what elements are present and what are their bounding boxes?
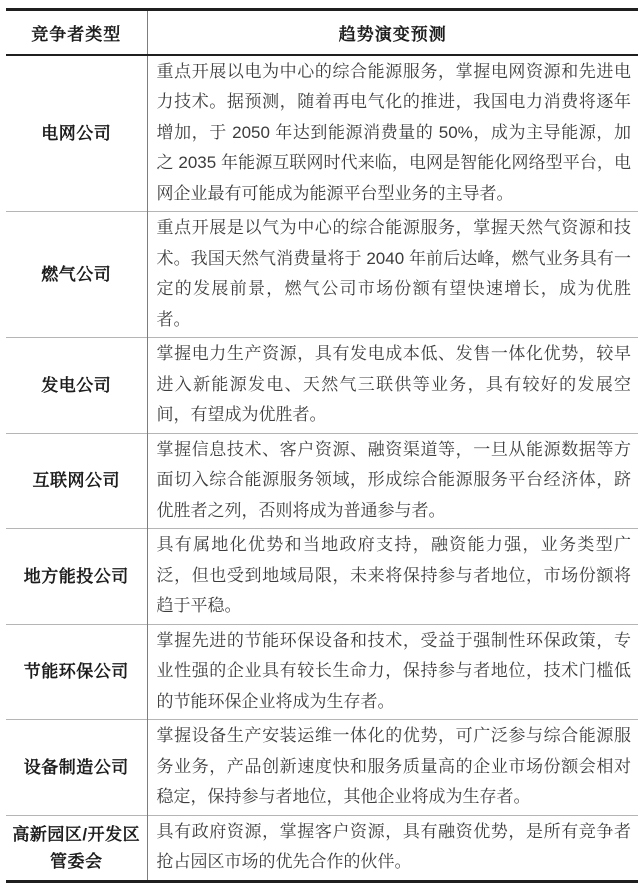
competitor-type-cell: 高新园区/开发区管委会 bbox=[6, 815, 147, 881]
table-row bbox=[6, 720, 638, 816]
table-header bbox=[6, 10, 638, 55]
table-row bbox=[6, 212, 638, 338]
table-row bbox=[6, 624, 638, 720]
competitor-type-cell: 设备制造公司 bbox=[6, 720, 147, 816]
trend-prediction-cell: 掌握先进的节能环保设备和技术，受益于强制性环保政策，专业性强的企业具有较长生命力，保持参与者地位，技术门槛低的节能环保企业将成为生存者。 bbox=[147, 624, 638, 720]
competitor-type-cell: 电网公司 bbox=[6, 55, 147, 212]
competitor-type-cell: 燃气公司 bbox=[6, 212, 147, 338]
table-row bbox=[6, 815, 638, 881]
trend-prediction-cell: 掌握设备生产安装运维一体化的优势，可广泛参与综合能源服务业务，产品创新速度快和服务质量高的企业市场份额会相对稳定，保持参与者地位，其他企业将成为生存者。 bbox=[147, 720, 638, 816]
trend-prediction-cell: 掌握电力生产资源，具有发电成本低、发售一体化优势，较早进入新能源发电、天然气三联供等业务，具有较好的发展空间，有望成为优胜者。 bbox=[147, 338, 638, 434]
trend-prediction-cell: 重点开展以电为中心的综合能源服务，掌握电网资源和先进电力技术。据预测，随着再电气化的推进，我国电力消费将逐年增加，于 2050 年达到能源消费量的 50%，成为主导能源，加之 2035 年能源互联网时代来临，电网是智能化网络型平台，电网企业最有可能成为能源平台型业务的主导者。 bbox=[156, 61, 631, 203]
trend-prediction-cell: 具有政府资源，掌握客户资源，具有融资优势，是所有竞争者抢占园区市场的优先合作的伙伴。 bbox=[147, 815, 638, 881]
table-body bbox=[6, 55, 638, 882]
competitor-type-cell: 地方能投公司 bbox=[6, 529, 147, 625]
header-trend-prediction: 趋势演变预测 bbox=[147, 10, 638, 55]
competitor-type-cell: 发电公司 bbox=[6, 338, 147, 434]
document-page bbox=[0, 8, 644, 871]
trend-prediction-cell: 重点开展是以气为中心的综合能源服务，掌握天然气资源和技术。我国天然气消费量将于 2040 年前后达峰，燃气业务具有一定的发展前景，燃气公司市场份额有望快速增长，成为优胜者。 bbox=[147, 212, 638, 338]
trend-prediction-cell: 掌握信息技术、客户资源、融资渠道等，一旦从能源数据等方面切入综合能源服务领域，形成综合能源服务平台经济体，跻优胜者之列，否则将成为普通参与者。 bbox=[147, 433, 638, 529]
competitor-type-cell: 互联网公司 bbox=[6, 433, 147, 529]
header-row bbox=[6, 10, 638, 55]
competitor-type-cell: 节能环保公司 bbox=[6, 624, 147, 720]
table-row bbox=[6, 338, 638, 434]
table-row bbox=[6, 433, 638, 529]
header-competitor-type: 竞争者类型 bbox=[6, 10, 147, 55]
table-row bbox=[6, 529, 638, 625]
table-row bbox=[6, 55, 638, 212]
trend-prediction-cell: 具有属地化优势和当地政府支持，融资能力强，业务类型广泛，但也受到地域局限，未来将保持参与者地位，市场份额将趋于平稳。 bbox=[147, 529, 638, 625]
competitor-trend-table bbox=[6, 8, 638, 883]
